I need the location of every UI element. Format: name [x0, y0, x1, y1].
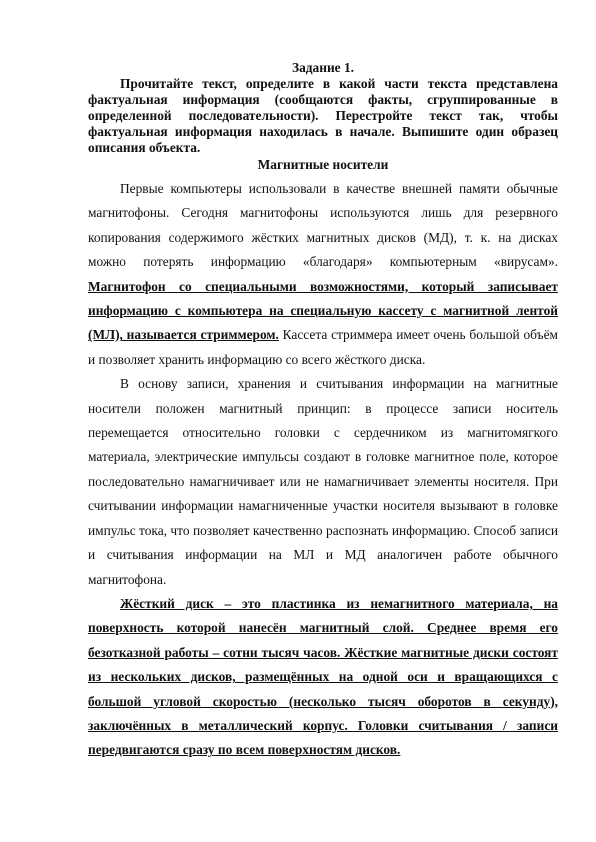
- paragraph-2: В основу записи, хранения и считывания информации на магнитные носители положен магнитный принцип: в процессе записи носитель перемещается относительно головки с сердечником из магнитомягкого материала, электрические импульсы создают в головке магнитное поле, которое последовательно намагничивает или не намагничивает элементы носителя. При считывании информации намагниченные участки носителя вызывают в головке импульс тока, что позволяет качественно распознать информацию. Способ записи и считывания информации на МЛ и МД аналогичен работе обычного магнитофона.: [88, 376, 558, 587]
- paragraph-1-tail: Кассета стриммера имеет очень большой объём и позволяет хранить информацию со всего жёсткого диска.: [88, 327, 559, 367]
- paragraph-3-highlight: Жёсткий диск – это пластинка из немагнитного материала, на поверхность которой нанесён магнитный слой. Среднее время его безотказной работы – сотни тысяч часов. Жёсткие магнитные диски состоят из нескольких дисков, размещённых на одной оси и вращающихся с большой угловой скоростью (несколько тысяч оборотов в секунду), заключённых в металлический корпус. Головки считывания / записи передвигаются сразу по всем поверхностям дисков.: [88, 595, 558, 758]
- task-title: Задание 1.: [292, 60, 354, 75]
- document-page: [88, 60, 558, 763]
- paragraph-3: [88, 592, 558, 763]
- paragraph-1-highlight: Магнитофон со специальными возможностями, который записывает информацию с компьютера на специальную кассету с магнитной лентой (МЛ), называется стриммером.: [88, 278, 558, 343]
- task-instruction: Прочитайте текст, определите в какой части текста представлена фактуальная информация (сообщаются факты, сгруппированные в определенной последовательности). Перестройте текст так, чтобы фактуальная информация находилась в начале. Выпишите один образец описания объекта.: [88, 76, 558, 155]
- paragraph-1-intro: Первые компьютеры использовали в качестве внешней памяти обычные магнитофоны. Сегодня магнитофоны используются лишь для резервного копирования содержимого жёстких магнитных дисков (МД), т. к. на дисках можно потерять информацию «благодаря» компьютерным «вирусам».: [88, 181, 558, 270]
- paragraph-1: [88, 177, 558, 372]
- section-title: Магнитные носители: [257, 157, 389, 172]
